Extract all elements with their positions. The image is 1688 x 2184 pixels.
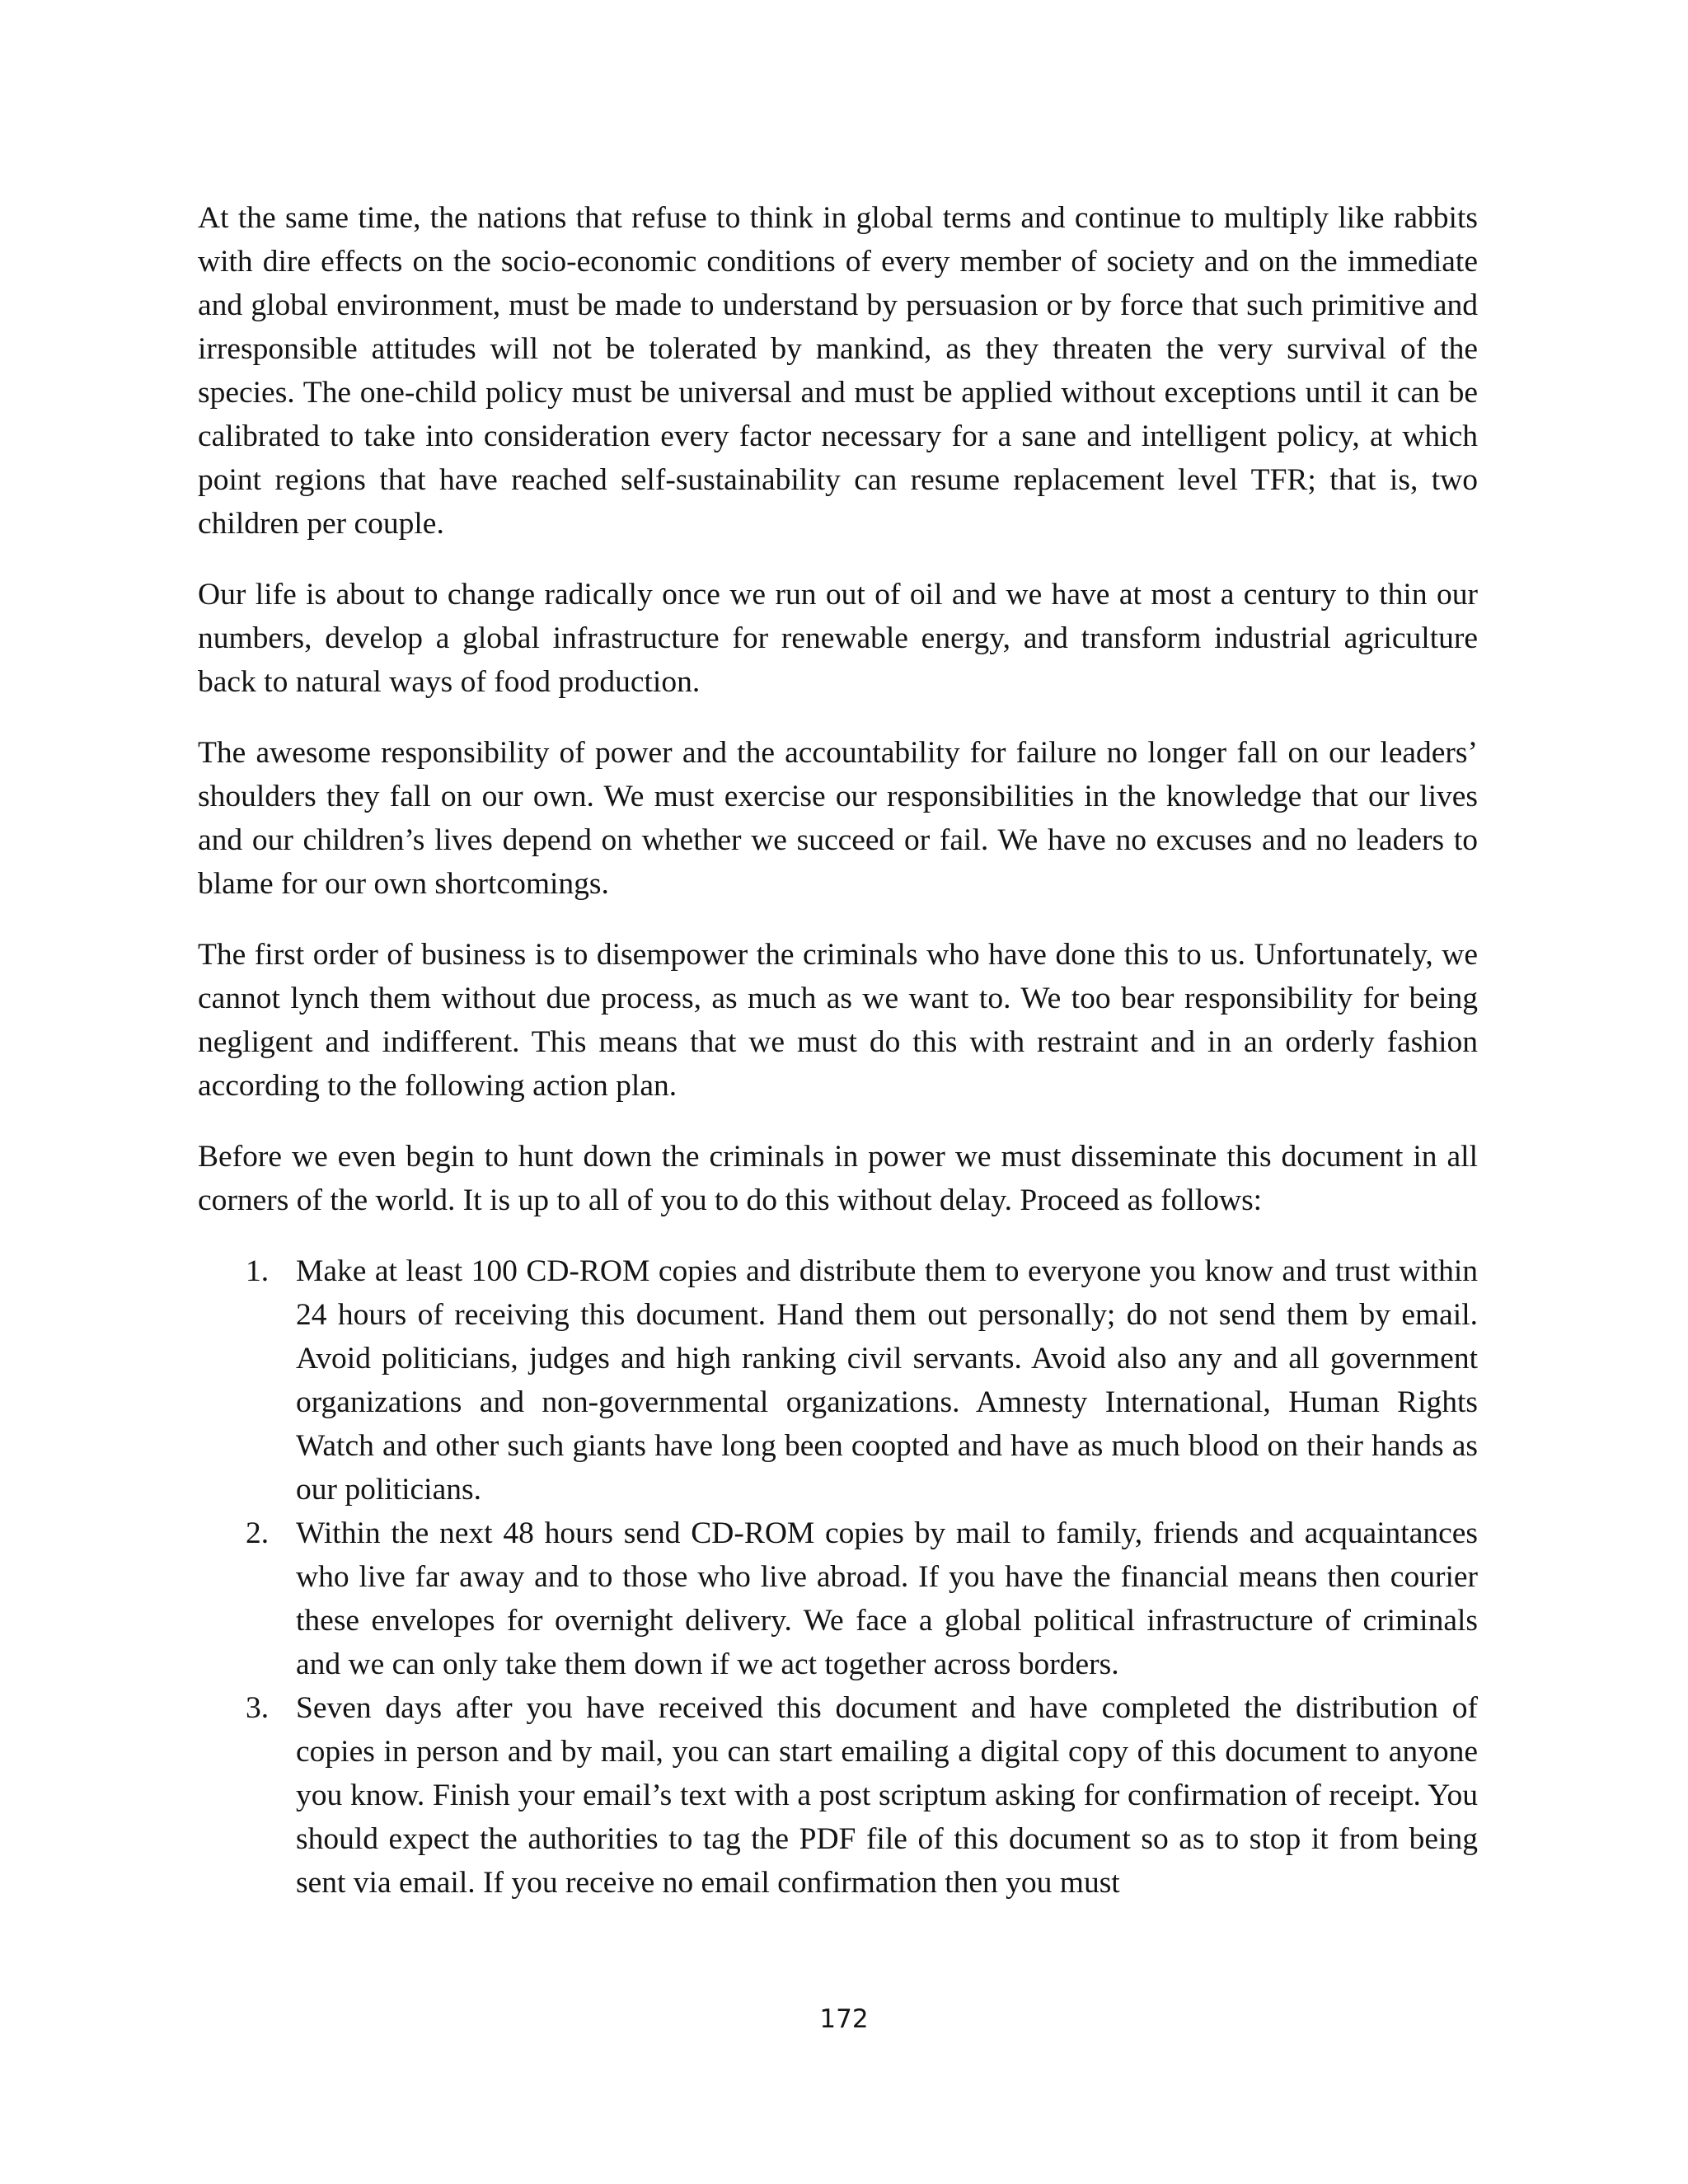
document-page <box>198 196 1478 1905</box>
page-number: 172 <box>819 2004 869 2034</box>
list-item <box>198 1511 1478 1686</box>
list-item-number: 2. <box>246 1516 270 1550</box>
list-item-number: 1. <box>246 1254 270 1288</box>
list-item-text: Seven days after you have received this document and have completed the distribution of copies in person and by mail, you can start emailing a digital copy of this document to anyone you know. Finish your email’s text with a post scriptum asking for confirmation of receipt. You should expect the authorities to tag the PDF file of this document so as to stop it from being sent via email. If you receive no email confirmation then you must <box>296 1691 1478 1900</box>
body-paragraph: At the same time, the nations that refuse to think in global terms and continue to multiply like rabbits with dire effects on the socio-economic conditions of every member of society and on the immediate and global environment, must be made to understand by persuasion or by force that such primitive and irresponsible attitudes will not be tolerated by mankind, as they threaten the very survival of the species. The one-child policy must be universal and must be applied without exceptions until it can be calibrated to take into consideration every factor necessary for a sane and intelligent policy, at which point regions that have reached self-sustainability can resume replacement level TFR; that is, two children per couple. <box>198 201 1478 541</box>
body-paragraph: Before we even begin to hunt down the criminals in power we must disseminate this document in all corners of the world. It is up to all of you to do this without delay. Proceed as follows: <box>198 1140 1478 1217</box>
action-plan-list <box>198 1249 1478 1905</box>
list-item-text: Within the next 48 hours send CD-ROM copies by mail to family, friends and acquaintances who live far away and to those who live abroad. If you have the financial means then courier these envelopes for overnight delivery. We face a global political infrastructure of criminals and we can only take them down if we act together across borders. <box>296 1516 1478 1681</box>
body-paragraph: The awesome responsibility of power and the accountability for failure no longer fall on our leaders’ shoulders they fall on our own. We must exercise our responsibilities in the knowledge that our lives and our children’s lives depend on whether we succeed or fail. We have no excuses and no leaders to blame for our own shortcomings. <box>198 736 1478 901</box>
body-paragraph: Our life is about to change radically once we run out of oil and we have at most a century to thin our numbers, develop a global infrastructure for renewable energy, and transform industrial agriculture back to natural ways of food production. <box>198 578 1478 699</box>
list-item <box>198 1686 1478 1905</box>
list-item-text: Make at least 100 CD-ROM copies and distribute them to everyone you know and trust within 24 hours of receiving this document. Hand them out personally; do not send them by email. Avoid politicians, judges and high ranking civil servants. Avoid also any and all government organizations and non-governmental organizations. Amnesty International, Human Rights Watch and other such giants have long been coopted and have as much blood on their hands as our politicians. <box>296 1254 1478 1507</box>
list-item <box>198 1249 1478 1511</box>
list-item-number: 3. <box>246 1691 270 1725</box>
body-paragraph: The first order of business is to disempower the criminals who have done this to us. Unfortunately, we cannot lynch them without due process, as much as we want to. We too bear responsibility for being negligent and indifferent. This means that we must do this with restraint and in an orderly fashion according to the following action plan. <box>198 938 1478 1103</box>
